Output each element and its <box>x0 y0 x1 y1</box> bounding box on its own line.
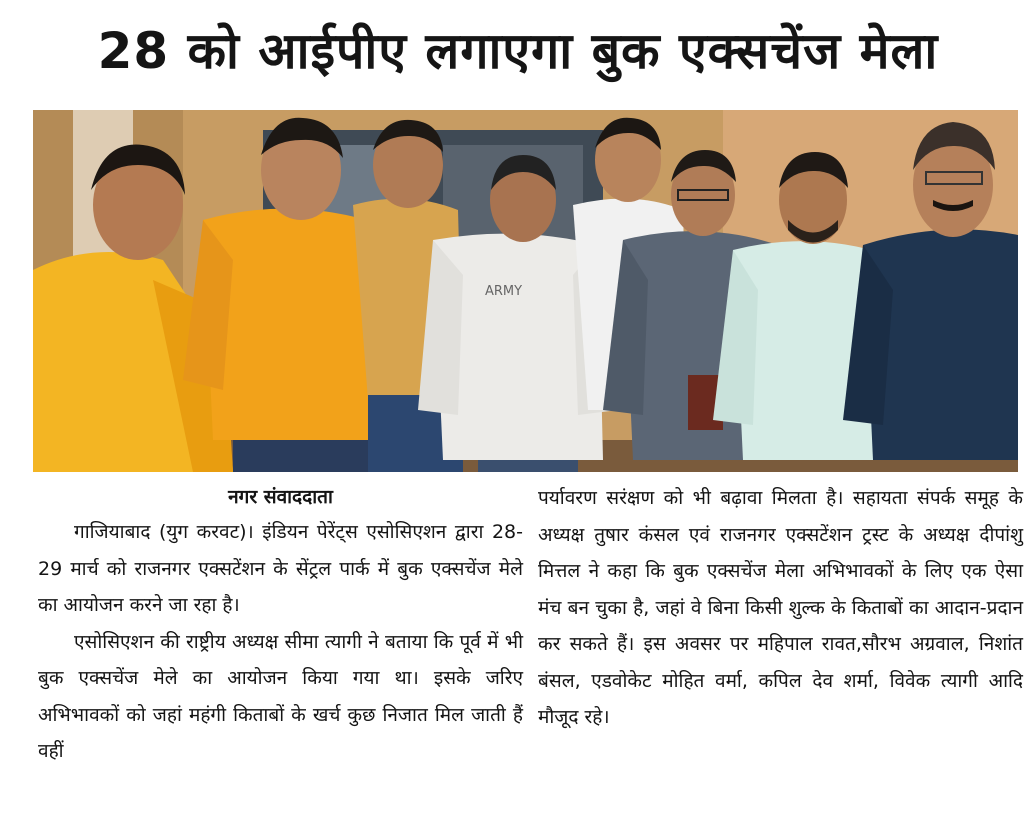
byline: नगर संवाददाता <box>228 486 333 508</box>
article-column-right <box>538 480 1023 736</box>
headline: 28 को आईपीए लगाएगा बुक एक्सचेंज मेला <box>97 22 939 80</box>
group-photo <box>33 110 1018 472</box>
article-paragraph-2: एसोसिएशन की राष्ट्रीय अध्यक्ष सीमा त्यागी ने बताया कि पूर्व में भी बुक एक्सचेंज मेले का आयोजन किया गया था। इसके जरिए अभिभावकों को जहां महंगी किताबों के खर्च कुछ निजात मिल जाती हैं वहीं <box>38 630 523 762</box>
article-column-left <box>38 480 523 770</box>
article-paragraph-1: गाजियाबाद (युग करवट)। इंडियन पेरेंट्स एसोसिएशन द्वारा 28-29 मार्च को राजनगर एक्सटेंशन के सेंट्रल पार्क में बुक एक्सचेंज मेले का आयोजन करने जा रहा है। <box>38 521 523 616</box>
article-paragraph-3: पर्यावरण सरंक्षण को भी बढ़ावा मिलता है। सहायता संपर्क समूह के अध्यक्ष तुषार कंसल एवं राजनगर एक्सटेंशन ट्रस्ट के अध्यक्ष दीपांशु मित्तल ने कहा कि बुक एक्सचेंज मेला अभिभावकों के लिए एक ऐसा मंच बन चुका है, जहां वे बिना किसी शुल्क के किताबों का आदान-प्रदान कर सकते हैं। इस अवसर पर महिपाल रावत,सौरभ अग्रवाल, निशांत बंसल, एडवोकेट मोहित वर्मा, कपिल देव शर्मा, विवेक त्यागी आदि मौजूद रहे। <box>538 487 1023 728</box>
shirt-print: ARMY <box>485 284 523 299</box>
